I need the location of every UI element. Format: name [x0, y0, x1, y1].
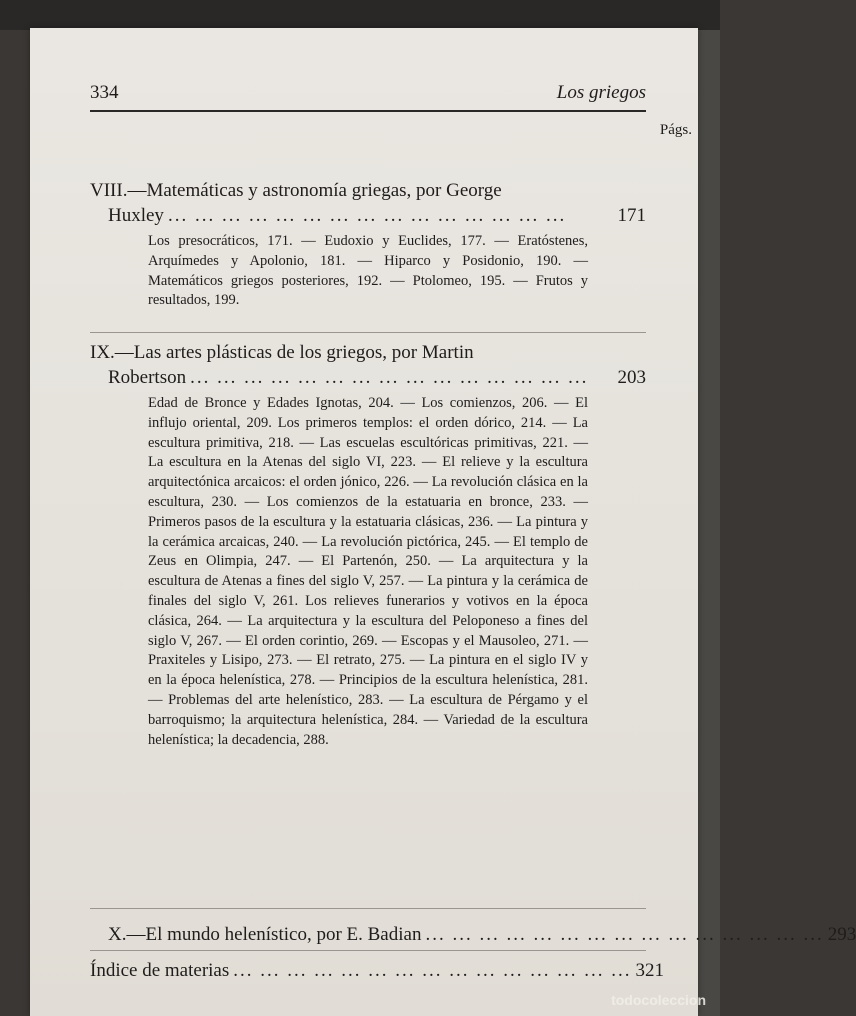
- header-rule: [90, 110, 646, 112]
- entry-title-line1: IX.—Las artes plásticas de los griegos, por Martin: [90, 342, 474, 363]
- watermark-logo: todocoleccion: [611, 992, 706, 1008]
- entry-line: [90, 922, 856, 947]
- entry-author: Robertson: [108, 367, 187, 388]
- leader-dots: ... ... ... ... ... ... ... ... ... ... ... ... ... ... ...: [167, 205, 567, 226]
- page-header: [90, 82, 646, 110]
- background-top: [0, 0, 720, 30]
- entry-title-line2: [90, 203, 646, 228]
- section-divider: [90, 950, 646, 951]
- entry-line: [90, 958, 665, 983]
- entry-page: 293: [827, 924, 856, 945]
- entry-title: Índice de materias: [90, 960, 230, 981]
- toc-entry-viii: [90, 178, 646, 311]
- page-number: 334: [90, 82, 119, 103]
- section-divider: [90, 908, 646, 909]
- section-divider: [90, 332, 646, 333]
- entry-author: Huxley: [108, 205, 164, 226]
- toc-entry-index: [90, 958, 665, 983]
- entry-subtopics: Los presocráticos, 171. — Eudoxio y Euclides, 177. — Eratóstenes, Arquímedes y Apolonio, 181. — Hiparco y Posidonio, 190. — Matemáticos griegos posteriores, 192. — Ptolomeo, 195. — Frutos y resultados, 199.: [148, 233, 588, 309]
- entry-page: 171: [617, 205, 646, 226]
- leader-dots: ... ... ... ... ... ... ... ... ... ... ... ... ... ... ...: [233, 960, 632, 981]
- leader-dots: ... ... ... ... ... ... ... ... ... ... ... ... ... ... ...: [425, 924, 824, 945]
- toc-entry-ix: [90, 340, 646, 750]
- running-title: Los griegos: [556, 82, 646, 103]
- toc-entry-x: [90, 922, 856, 947]
- pages-column-label: Págs.: [659, 122, 692, 138]
- leader-dots: ... ... ... ... ... ... ... ... ... ... ... ... ... ... ...: [190, 367, 589, 388]
- entry-page: 203: [617, 367, 646, 388]
- entry-page: 321: [635, 960, 665, 981]
- entry-title-line2: [90, 365, 646, 390]
- entry-title-line1: VIII.—Matemáticas y astronomía griegas, por George: [90, 180, 502, 201]
- entry-subtopics: Edad de Bronce y Edades Ignotas, 204. — Los comienzos, 206. — El influjo oriental, 209. Los primeros templos: el orden dórico, 214. — La escultura primitiva, 218. — Las escuelas escultóricas primitivas, 221. — La escultura en la Atenas del siglo VI, 223. — El relieve y la escultura arquitectónica arcaicos: el orden jónico, 226. — La revolución clásica en la escultura, 230. — Los comienzos de la estatuaria en bronce, 233. — Primeros pasos de la escultura y la estatuaria clásicas, 236. — La pintura y la cerámica arcaicas, 240. — La revolución pictórica, 245. — El templo de Zeus en Olimpia, 247. — El Partenón, 250. — La arquitectura y la escultura de Atenas a fines del siglo V, 257. — La pintura y la cerámica de finales del siglo V, 261. Los relieves funerarios y votivos en la época clásica, 264. — La arquitectura y la escultura del Peloponeso a fines del siglo V, 267. — El orden corintio, 269. — Escopas y el Mausoleo, 271. — Praxiteles y Lisipo, 273. — El retrato, 275. — La pintura en el siglo IV y en la época helenística, 278. — Principios de la escultura helenística, 281. — Problemas del arte helenístico, 283. — La escultura de Pérgamo y el barroquismo; la arquitectura helenística, 284. — Variedad de la escultura helenística; la decadencia, 288.: [148, 395, 588, 748]
- entry-title: X.—El mundo helenístico, por E. Badian: [108, 924, 422, 945]
